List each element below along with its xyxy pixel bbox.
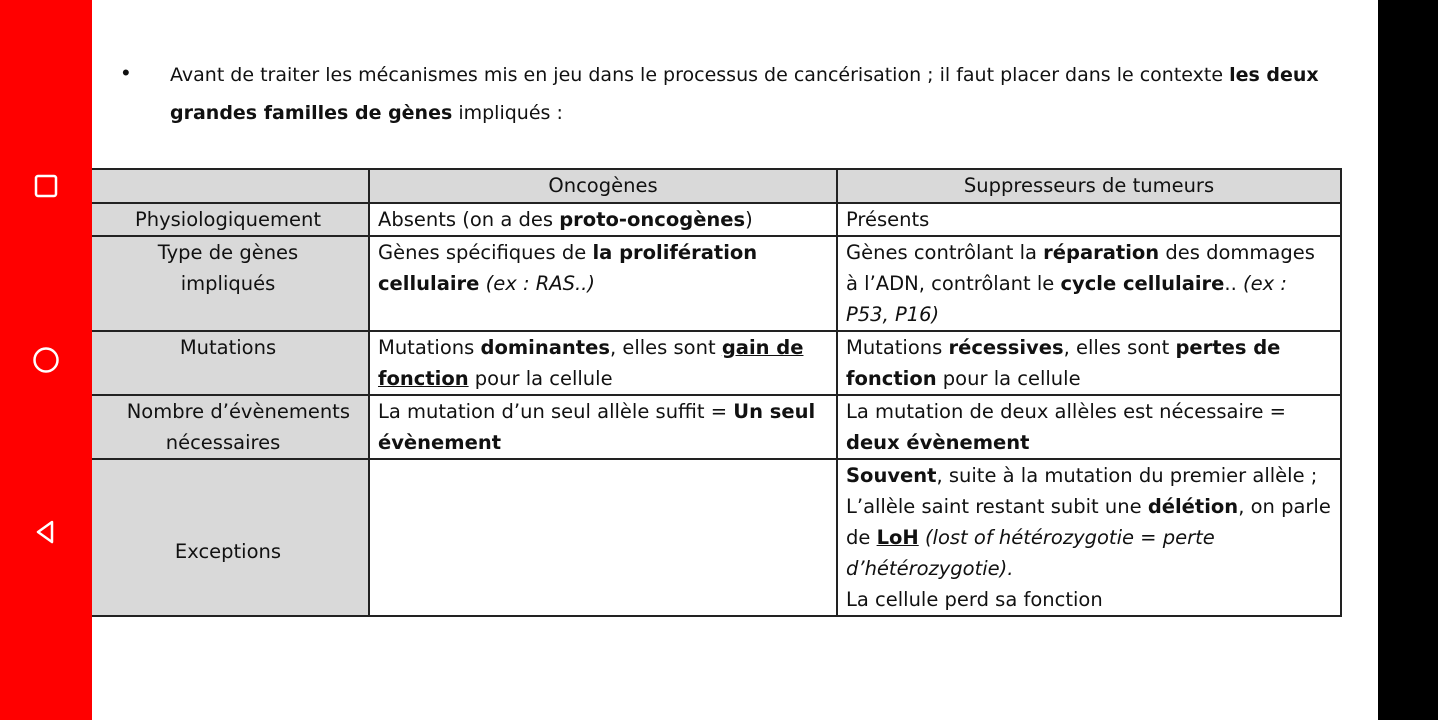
home-button[interactable] bbox=[0, 330, 92, 390]
cell-supp-physio: Présents bbox=[837, 203, 1341, 236]
row-label-physio: Physiologiquement bbox=[92, 203, 369, 236]
header-suppressors: Suppresseurs de tumeurs bbox=[837, 169, 1341, 203]
row-label-nombre: Nombre d’évènements nécessaires bbox=[92, 395, 369, 459]
cell-onco-mutations: Mutations dominantes, elles sont gain de fonction pour la cellule bbox=[369, 331, 837, 395]
cell-supp-mutations: Mutations récessives, elles sont pertes de fonction pour la cellule bbox=[837, 331, 1341, 395]
header-oncogenes: Oncogènes bbox=[369, 169, 837, 203]
intro-text-before: Avant de traiter les mécanismes mis en jeu dans le processus de cancérisation ; il faut placer dans le contexte bbox=[170, 64, 1230, 86]
recent-apps-button[interactable] bbox=[0, 156, 92, 216]
bullet-icon: • bbox=[122, 60, 130, 85]
header-empty bbox=[92, 169, 369, 203]
table-row bbox=[92, 395, 1341, 459]
document-page[interactable] bbox=[92, 0, 1378, 720]
cell-onco-type: Gènes spécifiques de la prolifération cellulaire (ex : RAS..) bbox=[369, 236, 837, 331]
back-button[interactable] bbox=[0, 502, 92, 562]
row-label-exceptions: Exceptions bbox=[92, 459, 369, 616]
table-row bbox=[92, 459, 1341, 616]
cell-onco-exceptions bbox=[369, 459, 837, 616]
back-triangle-icon bbox=[32, 518, 60, 546]
table-header-row bbox=[92, 169, 1341, 203]
cell-supp-exceptions: Souvent, suite à la mutation du premier allèle ; L’allèle saint restant subit une délétion, on parle de LoH (lost of hétérozygotie = perte d’hétérozygotie). La cellule perd sa fonction bbox=[837, 459, 1341, 616]
table-row bbox=[92, 203, 1341, 236]
circle-icon bbox=[31, 345, 61, 375]
cell-onco-nombre: La mutation d’un seul allèle suffit = Un seul évènement bbox=[369, 395, 837, 459]
cell-onco-physio: Absents (on a des proto-oncogènes) bbox=[369, 203, 837, 236]
square-icon bbox=[33, 173, 59, 199]
gene-families-table bbox=[92, 168, 1342, 617]
table-row bbox=[92, 236, 1341, 331]
cell-supp-type: Gènes contrôlant la réparation des dommages à l’ADN, contrôlant le cycle cellulaire.. (ex : P53, P16) bbox=[837, 236, 1341, 331]
cell-supp-nombre: La mutation de deux allèles est nécessaire = deux évènement bbox=[837, 395, 1341, 459]
table-row bbox=[92, 331, 1341, 395]
intro-text-after: impliqués : bbox=[452, 102, 563, 124]
row-label-mutations: Mutations bbox=[92, 331, 369, 395]
navigation-bar bbox=[0, 0, 92, 720]
row-label-type: Type de gènes impliqués bbox=[92, 236, 369, 331]
intro-bold: les deux grandes familles de gènes bbox=[170, 64, 1319, 124]
right-edge-bar bbox=[1378, 0, 1438, 720]
